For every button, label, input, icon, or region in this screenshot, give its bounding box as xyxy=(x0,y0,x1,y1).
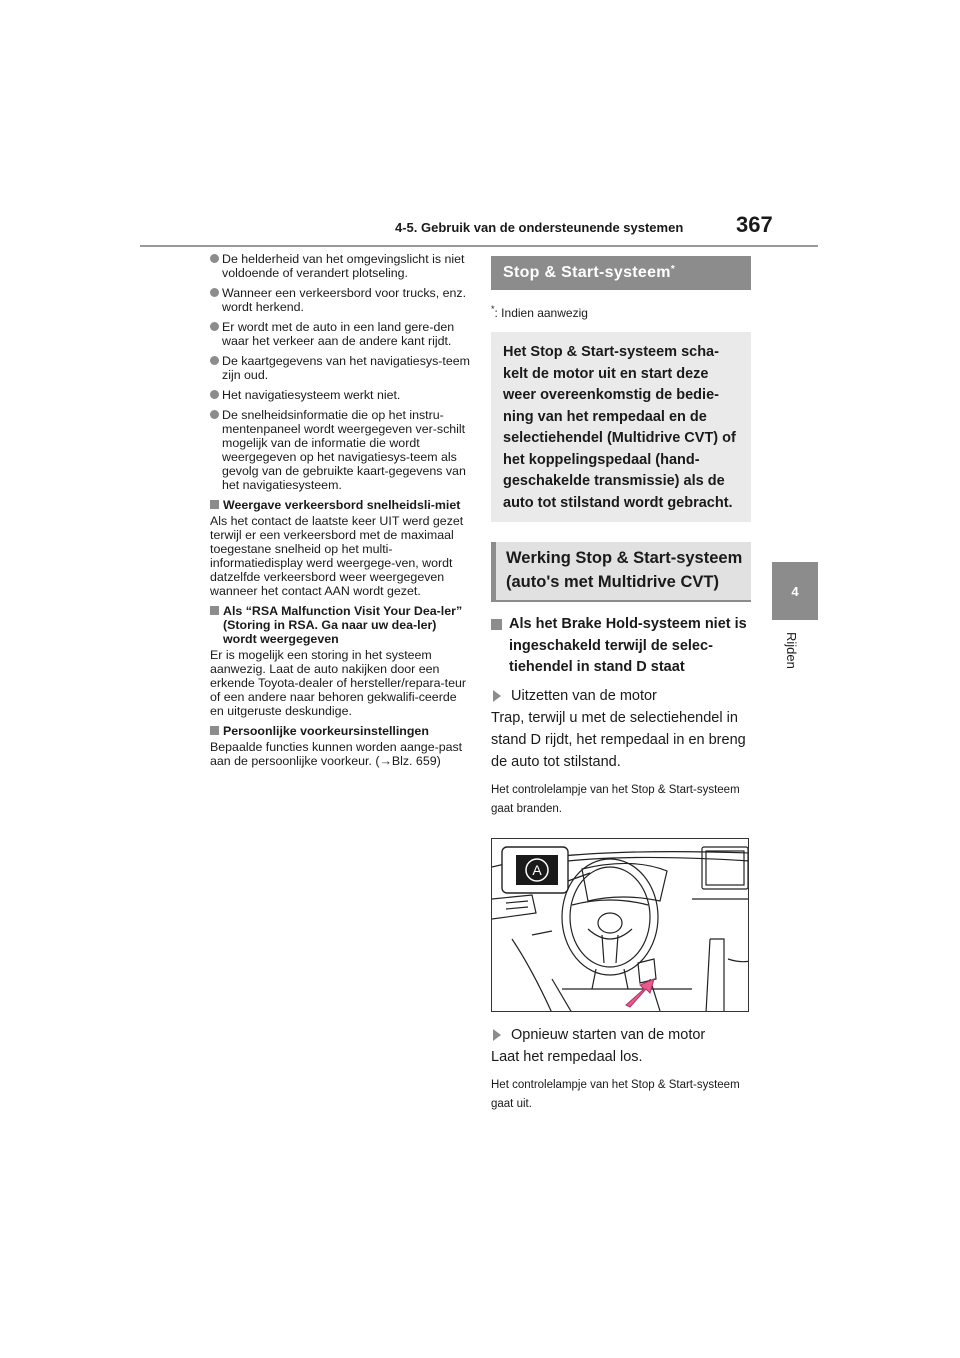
intro-box: Het Stop & Start-systeem scha-kelt de motor uit en start deze weer overeenkomstig de bedie-ning van het rempedaal en de selectiehendel (Multidrive CVT) of het koppelingspedaal (hand-geschakelde transmissie) als de auto tot stilstand wordt gebracht. xyxy=(491,332,751,522)
triangle-arrow-icon xyxy=(493,1029,501,1041)
step-title: Opnieuw starten van de motor xyxy=(491,1024,751,1046)
chapter-tab-label: Rijden xyxy=(784,632,799,669)
chapter-header: 4-5. Gebruik van de ondersteunende systemen xyxy=(395,220,684,235)
step-note: Het controlelampje van het Stop & Start-systeem gaat branden. xyxy=(491,783,740,815)
dashboard-drawing xyxy=(492,839,749,1012)
subsection-heading: Persoonlijke voorkeursinstellingen xyxy=(210,724,472,738)
step-title: Uitzetten van de motor xyxy=(491,685,751,707)
subsection-heading: Weergave verkeersbord snelheidsli-miet xyxy=(210,498,472,512)
indicator-letter: A xyxy=(532,862,542,878)
footnote: *: Indien aanwezig xyxy=(491,304,588,320)
square-bullet-icon xyxy=(210,500,219,509)
subsection-heading: Als “RSA Malfunction Visit Your Dea-ler” (Storing in RSA. Ga naar uw dea-ler) wordt weergegeven xyxy=(210,604,472,646)
paragraph: Er is mogelijk een storing in het systeem aanwezig. Laat de auto nakijken door een erkende Toyota-dealer of hersteller/repara-teur of een andere naar behoren gekwalifi-ceerde en uitgeruste deskundige. xyxy=(210,648,466,718)
chapter-tab xyxy=(772,562,818,620)
chapter-tab-number: 4 xyxy=(791,583,799,599)
bullet-item: De helderheid van het omgevingslicht is niet voldoende of verandert plotseling. xyxy=(210,252,472,280)
page-number: 367 xyxy=(736,212,773,237)
header-divider xyxy=(140,245,818,247)
bullet-dot-icon xyxy=(210,356,219,365)
bullet-item: Het navigatiesysteem werkt niet. xyxy=(210,388,472,402)
page-reference-paragraph: Bepaalde functies kunnen worden aange-past aan de persoonlijke voorkeur. (→Blz. 659) xyxy=(210,740,463,768)
triangle-arrow-icon xyxy=(493,690,501,702)
square-bullet-icon xyxy=(210,726,219,735)
bullet-item: De snelheidsinformatie die op het instru-mentenpaneel wordt weergegeven ver-schilt mogelijk van de informatie die wordt weergegeven op het navigatiesys-teem als gevolg van de gebruikte kaart-gegevens van het navigatiesysteem. xyxy=(210,408,472,492)
footnote-marker: * xyxy=(670,263,676,275)
subsection-title-banner: Werking Stop & Start-systeem (auto's met Multidrive CVT) xyxy=(491,542,751,602)
square-bullet-icon xyxy=(491,619,502,630)
bullet-dot-icon xyxy=(210,254,219,263)
bullet-dot-icon xyxy=(210,410,219,419)
step-note: Het controlelampje van het Stop & Start-systeem gaat uit. xyxy=(491,1079,740,1110)
bullet-dot-icon xyxy=(210,390,219,399)
paragraph: Als het contact de laatste keer UIT werd gezet terwijl er een verkeersbord met de maximaal toegestane snelheid op het multi-informatiedisplay werd weergege-ven, wordt datzelfde verkeersbord weer weergegeven wanneer het contact AAN wordt gezet. xyxy=(210,514,464,598)
section-title-banner: Stop & Start-systeem * xyxy=(491,256,751,290)
left-column xyxy=(210,252,472,774)
right-column xyxy=(491,256,751,819)
bullet-item: Wanneer een verkeersbord voor trucks, enz. wordt herkend. xyxy=(210,286,472,314)
step-body: Trap, terwijl u met de selectiehendel in stand D rijdt, het rempedaal in en breng de auto tot stilstand. xyxy=(491,709,746,770)
square-bullet-icon xyxy=(210,606,219,615)
bullet-dot-icon xyxy=(210,288,219,297)
bullet-dot-icon xyxy=(210,322,219,331)
bullet-item: De kaartgegevens van het navigatiesys-teem zijn oud. xyxy=(210,354,472,382)
step-two-block xyxy=(491,1018,751,1114)
condition-heading: Als het Brake Hold-systeem niet is ingeschakeld terwijl de selec-tiehendel in stand D staat xyxy=(491,614,751,679)
dashboard-illustration xyxy=(491,838,749,1012)
bullet-item: Er wordt met de auto in een land gere-den waar het verkeer aan de andere kant rijdt. xyxy=(210,320,472,348)
step-body: Laat het rempedaal los. xyxy=(491,1049,643,1065)
